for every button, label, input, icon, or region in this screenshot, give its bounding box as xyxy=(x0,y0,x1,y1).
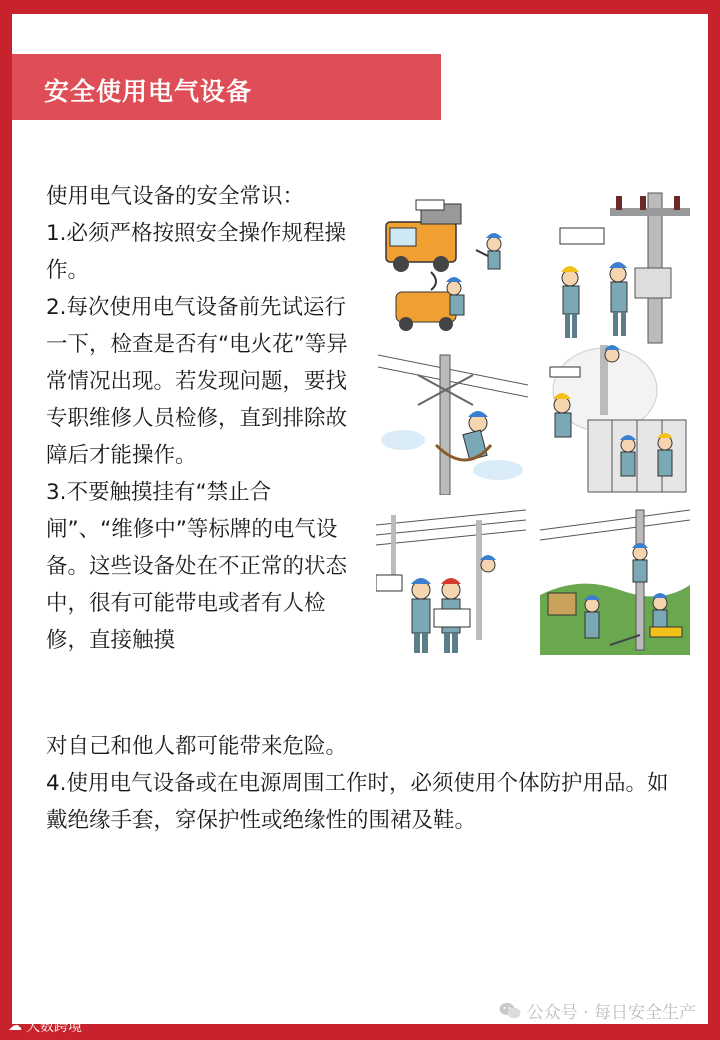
source-text: 大数跨境 xyxy=(26,1019,82,1035)
watermark-wechat xyxy=(499,998,696,1023)
source-logo-icon: ☁ xyxy=(8,1018,22,1034)
rule-3-continued: 对自己和他人都可能带来危险。 xyxy=(46,734,348,759)
rules-text-full xyxy=(46,728,686,839)
illustration-pole-climbing-team xyxy=(540,505,690,655)
illustration-pole-transformer-workers xyxy=(540,188,695,348)
intro-text: 使用电气设备的安全常识： xyxy=(46,184,305,209)
rule-4: 4.使用电气设备或在电源周围工作时，必须使用个体防护用品。如戴绝缘手套，穿保护性或绝缘性的围裙及鞋。 xyxy=(46,771,669,833)
watermark-source xyxy=(8,1016,82,1036)
rule-1: 1.必须严格按照安全操作规程操作。 xyxy=(46,221,347,283)
watermark-text: 公众号 · 每日安全生产 xyxy=(526,1003,696,1023)
illustration-truck-accident xyxy=(376,192,526,342)
rule-3: 3.不要触摸挂有“禁止合闸”、“维修中”等标牌的电气设备。这些设备处在不正常的状态中，很有可能带电或者有人检修，直接触摸 xyxy=(46,480,348,653)
illustration-lineman-on-pole xyxy=(378,345,528,495)
wechat-icon xyxy=(499,1002,521,1020)
illustration-switchgear-inspection xyxy=(540,345,690,495)
rules-text-column xyxy=(46,178,356,659)
page-title: 安全使用电气设备 xyxy=(44,77,253,106)
illustration-warning-sign-workers xyxy=(376,505,526,655)
rule-2: 2.每次使用电气设备前先试运行一下，检查是否有“电火花”等异常情况出现。若发现问题，要找专职维修人员检修，直到排除故障后才能操作。 xyxy=(46,295,348,468)
